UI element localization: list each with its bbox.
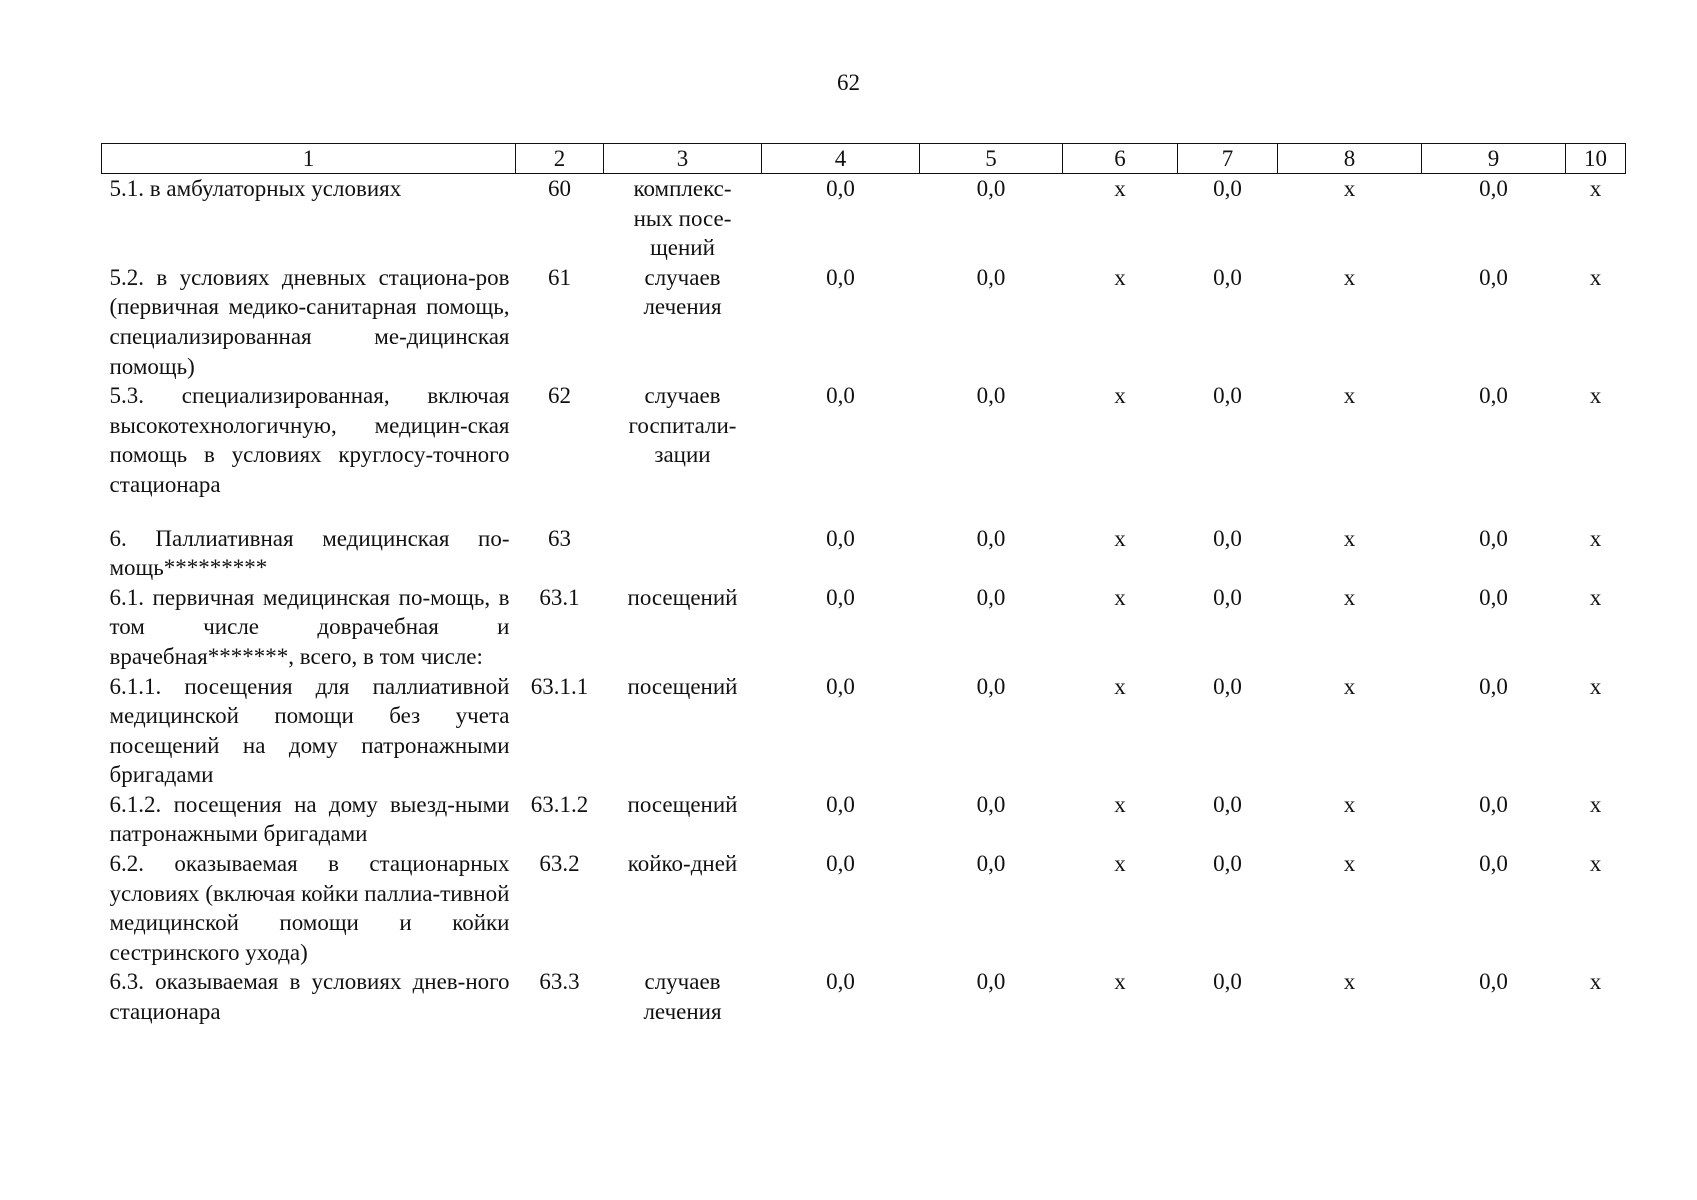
row-value: х (1589, 673, 1602, 699)
row-name: 6.1. первичная медицинская по-мощь, в том числе доврачебная и врачебная*******, всего, в том числе: (109, 584, 510, 669)
row-value: 0,0 (826, 791, 855, 817)
row-value: 0,0 (1479, 969, 1508, 995)
header-cell: 3 (604, 144, 762, 174)
row-value: 0,0 (826, 525, 855, 551)
row-unit: случаев лечения (643, 969, 722, 1025)
row-value: 0,0 (826, 969, 855, 995)
table-row (102, 381, 1626, 499)
row-unit: койко-дней (627, 851, 738, 877)
row-unit: посещений (627, 673, 738, 699)
row-value: х (1343, 383, 1356, 409)
row-name: 6.1.1. посещения для паллиативной медицинской помощи без учета посещений на дому патронажными бригадами (109, 673, 510, 788)
table-row (102, 967, 1626, 1026)
row-value: 0,0 (1479, 791, 1508, 817)
row-value: 0,0 (826, 176, 855, 201)
row-unit: посещений (627, 584, 738, 610)
row-value: х (1589, 383, 1602, 409)
row-code: 63.2 (539, 851, 580, 877)
row-value: 0,0 (976, 176, 1006, 201)
row-value: х (1114, 673, 1126, 699)
spacer-row (102, 500, 1626, 524)
header-row (102, 144, 1626, 174)
row-code: 63.1.2 (530, 791, 589, 817)
row-name: 6.2. оказываемая в стационарных условиях (включая койки паллиа-тивной медицинской помощи и койки сестринского ухода) (109, 851, 510, 965)
row-name: 5.3. специализированная, включая высокотехнологичную, медицин-ская помощь в условиях круглосу-точного стационара (109, 383, 510, 497)
table-row (102, 849, 1626, 967)
row-value: х (1343, 264, 1356, 290)
header-cell: 6 (1063, 144, 1178, 174)
row-value: 0,0 (826, 383, 855, 409)
header-cell: 7 (1178, 144, 1278, 174)
row-value: 0,0 (1479, 176, 1508, 201)
row-value: 0,0 (1213, 525, 1242, 551)
row-value: х (1343, 176, 1356, 201)
row-code: 60 (548, 176, 571, 201)
row-value: х (1114, 176, 1126, 201)
row-unit: случаев госпитали- зации (628, 383, 737, 468)
row-value: 0,0 (1213, 969, 1242, 995)
row-value: х (1343, 791, 1356, 817)
header-cell: 4 (762, 144, 920, 174)
table-row (102, 174, 1626, 263)
row-value: х (1114, 791, 1126, 817)
row-value: 0,0 (976, 851, 1006, 877)
table-row (102, 263, 1626, 381)
row-value: х (1114, 383, 1126, 409)
row-name: 5.2. в условиях дневных стациона-ров (первичная медико-санитарная помощь, специализированная ме-дицинская помощь) (109, 264, 510, 379)
row-value: х (1589, 791, 1602, 817)
table-row (102, 672, 1626, 790)
row-value: 0,0 (976, 673, 1006, 699)
row-value: 0,0 (1479, 264, 1508, 290)
row-value: 0,0 (1479, 525, 1508, 551)
row-value: х (1589, 525, 1602, 551)
row-name: 6.3. оказываемая в условиях днев-ного стационара (109, 969, 510, 1025)
row-unit: комплекс- ных посе- щений (633, 176, 732, 261)
row-value: х (1343, 584, 1356, 610)
header-cell: 5 (920, 144, 1063, 174)
row-code: 63.1.1 (530, 673, 589, 699)
row-value: х (1589, 584, 1602, 610)
row-value: 0,0 (1213, 851, 1242, 877)
row-value: 0,0 (826, 584, 855, 610)
row-value: 0,0 (1213, 673, 1242, 699)
row-unit: случаев лечения (643, 264, 722, 320)
row-name: 6.1.2. посещения на дому выезд-ными патронажными бригадами (109, 791, 510, 847)
row-name: 5.1. в амбулаторных условиях (109, 176, 402, 201)
header-cell: 2 (516, 144, 604, 174)
row-code: 62 (548, 383, 571, 409)
row-value: 0,0 (1213, 383, 1242, 409)
header-cell: 10 (1566, 144, 1626, 174)
row-value: 0,0 (1213, 791, 1242, 817)
row-value: х (1589, 264, 1602, 290)
page-number: 62 (837, 70, 860, 95)
row-value: 0,0 (976, 584, 1006, 610)
row-value: х (1589, 851, 1602, 877)
row-value: 0,0 (976, 383, 1006, 409)
row-unit (604, 524, 762, 583)
table-row (102, 524, 1626, 583)
row-code: 63.3 (539, 969, 580, 995)
row-value: х (1343, 673, 1356, 699)
row-name: 6. Паллиативная медицинская по-мощь********* (109, 525, 510, 581)
row-value: 0,0 (826, 673, 855, 699)
row-value: х (1589, 969, 1602, 995)
row-value: 0,0 (1213, 176, 1242, 201)
row-value: 0,0 (1213, 584, 1242, 610)
row-value: 0,0 (826, 264, 855, 290)
header-cell: 9 (1422, 144, 1566, 174)
row-value: 0,0 (1479, 584, 1508, 610)
row-unit: посещений (627, 791, 738, 817)
row-code: 61 (548, 264, 571, 290)
row-code: 63.1 (539, 584, 580, 610)
row-value: х (1114, 264, 1126, 290)
row-code: 63 (548, 525, 571, 551)
table-row (102, 583, 1626, 672)
row-value: 0,0 (826, 851, 855, 877)
row-value: 0,0 (976, 969, 1006, 995)
row-value: 0,0 (976, 525, 1006, 551)
row-value: х (1114, 969, 1126, 995)
row-value: х (1114, 584, 1126, 610)
row-value: х (1589, 176, 1602, 201)
row-value: 0,0 (1479, 851, 1508, 877)
row-value: 0,0 (1479, 383, 1508, 409)
table-row (102, 790, 1626, 849)
row-value: х (1343, 851, 1356, 877)
row-value: 0,0 (1213, 264, 1242, 290)
row-value: х (1343, 969, 1356, 995)
row-value: х (1114, 525, 1126, 551)
row-value: 0,0 (976, 791, 1006, 817)
header-cell: 1 (102, 144, 516, 174)
row-value: 0,0 (1479, 673, 1508, 699)
row-value: х (1114, 851, 1126, 877)
data-table (101, 143, 1626, 1027)
row-value: х (1343, 525, 1356, 551)
header-cell: 8 (1278, 144, 1422, 174)
row-value: 0,0 (976, 264, 1006, 290)
